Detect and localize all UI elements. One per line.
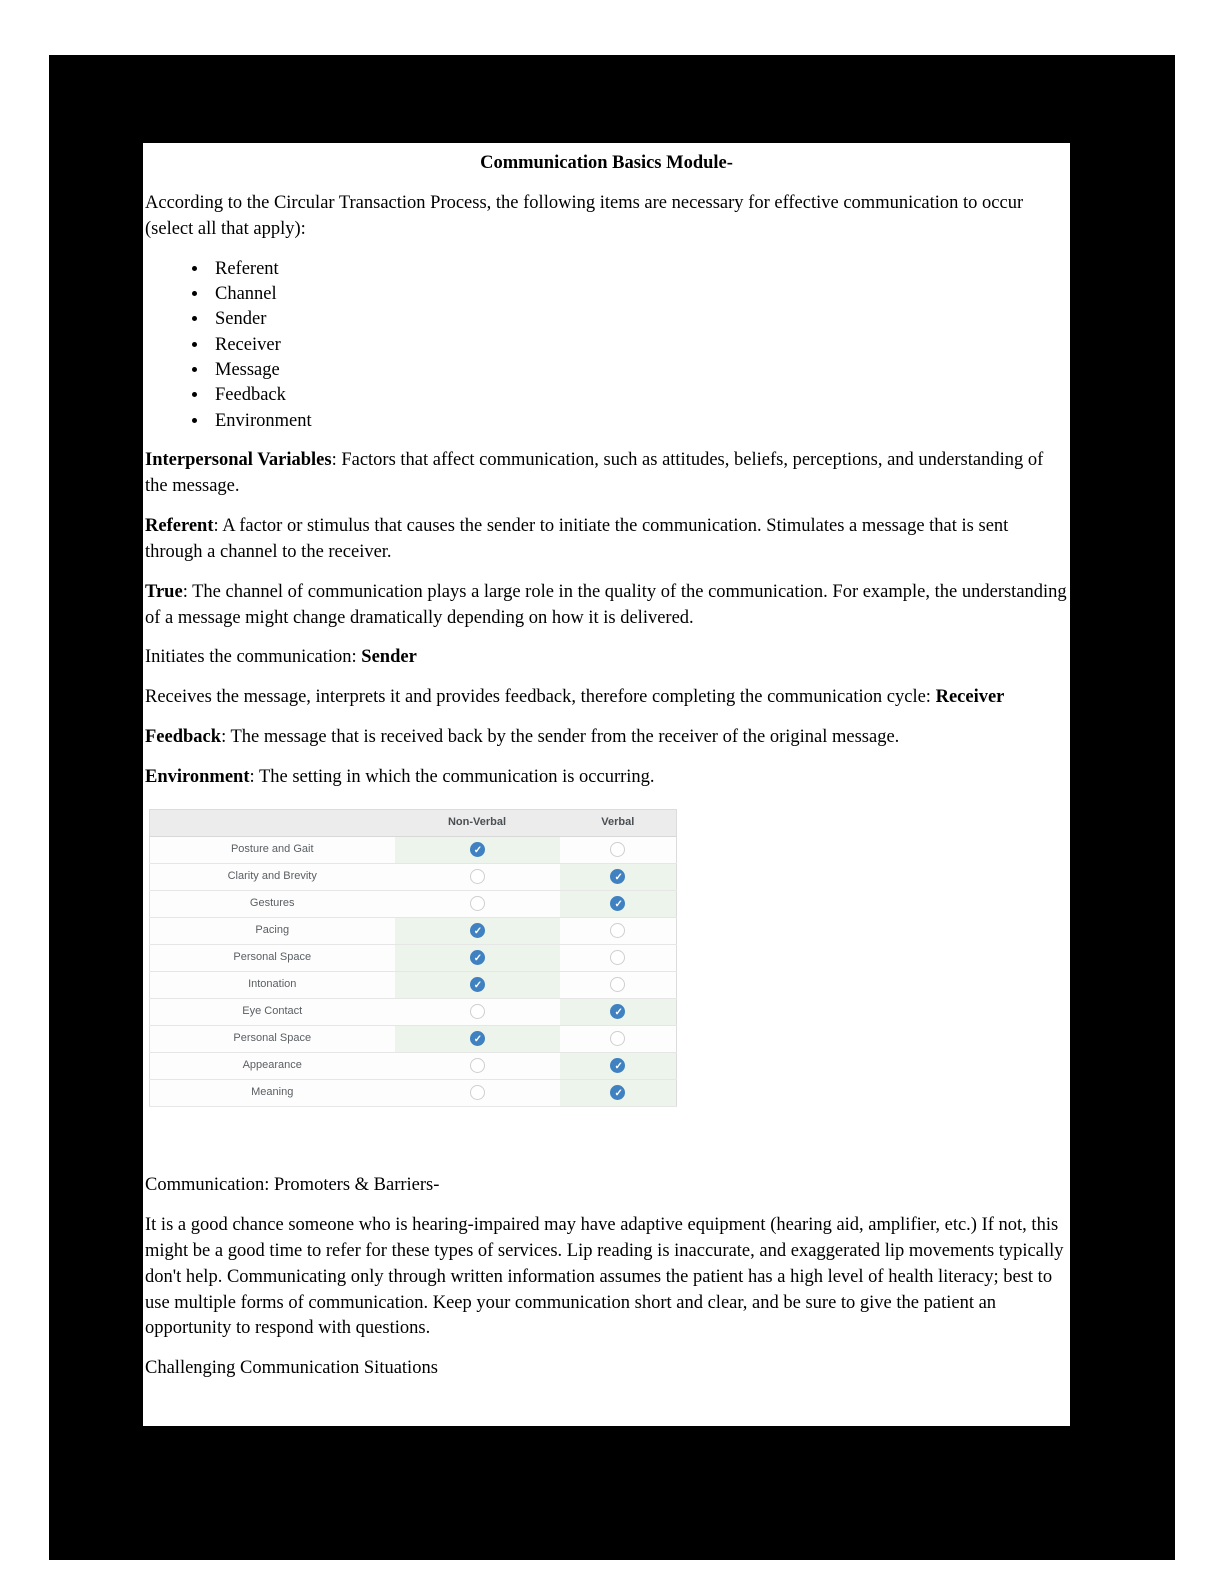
verbal-radio-cell[interactable] [560,998,677,1025]
list-item: • Feedback [209,383,1068,408]
term: Receiver [935,687,1005,708]
term: Referent [145,515,214,536]
radio-button-icon[interactable] [470,869,485,884]
table-row [150,917,677,944]
radio-button-icon[interactable] [610,869,625,884]
verbal-radio-cell[interactable] [560,890,677,917]
definition-paragraph [145,580,1068,632]
table-row [150,863,677,890]
table-row [150,836,677,863]
table-row [150,890,677,917]
radio-button-icon[interactable] [470,1031,485,1046]
term: True [145,581,183,602]
table-row [150,971,677,998]
page-title: Communication Basics Module- [480,153,733,173]
verbal-radio-cell[interactable] [560,836,677,863]
verbal-radio-cell[interactable] [560,917,677,944]
definition-text: : The channel of communication plays a large role in the quality of the communication. For example, the understanding of a message might change dramatically depending on how it is delivered. [145,581,1067,628]
verbal-radio-cell[interactable] [560,944,677,971]
promoters-barriers-paragraph: It is a good chance someone who is hearing-impaired may have adaptive equipment (hearing aid, amplifier, etc.) If not, this might be a good time to refer for these types of services. Lip reading is inaccurate, and exaggerated lip movements typically don't help. Communicating only through written information assumes the patient has a high level of health literacy; best to use multiple forms of communication. Keep your communication short and clear, and be sure to give the patient an opportunity to respond with questions. [145,1214,1064,1339]
table-row [150,1052,677,1079]
definition-text: Receives the message, interprets it and provides feedback, therefore completing the communication cycle: [145,687,936,708]
verbal-radio-cell[interactable] [560,1079,677,1106]
row-label: Meaning [150,1079,395,1106]
verbal-nonverbal-quiz-table [149,809,676,1107]
document-page [143,143,1070,1426]
row-label: Intonation [150,971,395,998]
nonverbal-radio-cell[interactable] [395,1025,560,1052]
nonverbal-radio-cell[interactable] [395,836,560,863]
list-item: • Receiver [209,333,1068,358]
nonverbal-radio-cell[interactable] [395,971,560,998]
radio-button-icon[interactable] [470,977,485,992]
term: Sender [361,647,417,668]
nonverbal-radio-cell[interactable] [395,1052,560,1079]
nonverbal-radio-cell[interactable] [395,890,560,917]
row-label: Gestures [150,890,395,917]
row-label: Clarity and Brevity [150,863,395,890]
term: Interpersonal Variables [145,450,332,471]
section-heading-promoters-barriers: Communication: Promoters & Barriers- [145,1174,440,1195]
radio-button-icon[interactable] [610,923,625,938]
verbal-radio-cell[interactable] [560,863,677,890]
radio-button-icon[interactable] [470,842,485,857]
definition-text: : The setting in which the communication is occurring. [249,767,655,788]
intro-paragraph: According to the Circular Transaction Process, the following items are necessary for effective communication to occur (select all that apply): [145,192,1024,239]
radio-button-icon[interactable] [470,896,485,911]
table-header-row [150,809,677,836]
definition-paragraph [145,448,1068,500]
empty-header-cell [150,809,395,836]
row-label: Posture and Gait [150,836,395,863]
radio-button-icon[interactable] [470,1058,485,1073]
definition-text: : A factor or stimulus that causes the sender to initiate the communication. Stimulates a message that is sent through a channel to the receiver. [145,515,1009,562]
radio-button-icon[interactable] [610,842,625,857]
radio-button-icon[interactable] [610,977,625,992]
row-label: Appearance [150,1052,395,1079]
list-item: • Message [209,358,1068,383]
nonverbal-radio-cell[interactable] [395,944,560,971]
term: Environment [145,767,250,788]
table-row [150,1025,677,1052]
definition-paragraph [145,765,1068,791]
definition-paragraph [145,685,1068,711]
radio-button-icon[interactable] [470,1085,485,1100]
table-row [150,944,677,971]
document-canvas-background [49,55,1175,1560]
column-header-nonverbal: Non-Verbal [395,809,560,836]
verbal-radio-cell[interactable] [560,1052,677,1079]
row-label: Eye Contact [150,998,395,1025]
definition-paragraph [145,725,1068,751]
definition-text: : The message that is received back by the sender from the receiver of the original message. [221,727,900,748]
radio-button-icon[interactable] [470,1004,485,1019]
nonverbal-radio-cell[interactable] [395,1079,560,1106]
list-item: • Referent [209,257,1068,282]
term: Feedback [145,727,222,748]
radio-button-icon[interactable] [610,1031,625,1046]
table-row [150,1079,677,1106]
section-heading-challenging-situations: Challenging Communication Situations [145,1358,438,1379]
radio-button-icon[interactable] [610,896,625,911]
nonverbal-radio-cell[interactable] [395,917,560,944]
verbal-radio-cell[interactable] [560,1025,677,1052]
communication-items-list [145,257,1068,434]
radio-button-icon[interactable] [470,923,485,938]
row-label: Personal Space [150,944,395,971]
definition-text: Initiates the communication: [145,647,362,668]
table-row [150,998,677,1025]
row-label: Personal Space [150,1025,395,1052]
nonverbal-radio-cell[interactable] [395,998,560,1025]
verbal-radio-cell[interactable] [560,971,677,998]
radio-button-icon[interactable] [610,1085,625,1100]
list-item: • Environment [209,409,1068,434]
radio-button-icon[interactable] [610,1004,625,1019]
list-item: • Channel [209,282,1068,307]
list-item: • Sender [209,307,1068,332]
nonverbal-radio-cell[interactable] [395,863,560,890]
definition-paragraph [145,645,1068,671]
row-label: Pacing [150,917,395,944]
definition-paragraph [145,514,1068,566]
radio-button-icon[interactable] [610,1058,625,1073]
column-header-verbal: Verbal [560,809,677,836]
radio-button-icon[interactable] [610,950,625,965]
radio-button-icon[interactable] [470,950,485,965]
definition-text: : Factors that affect communication, such as attitudes, beliefs, perceptions, and understanding of the message. [145,450,1044,496]
